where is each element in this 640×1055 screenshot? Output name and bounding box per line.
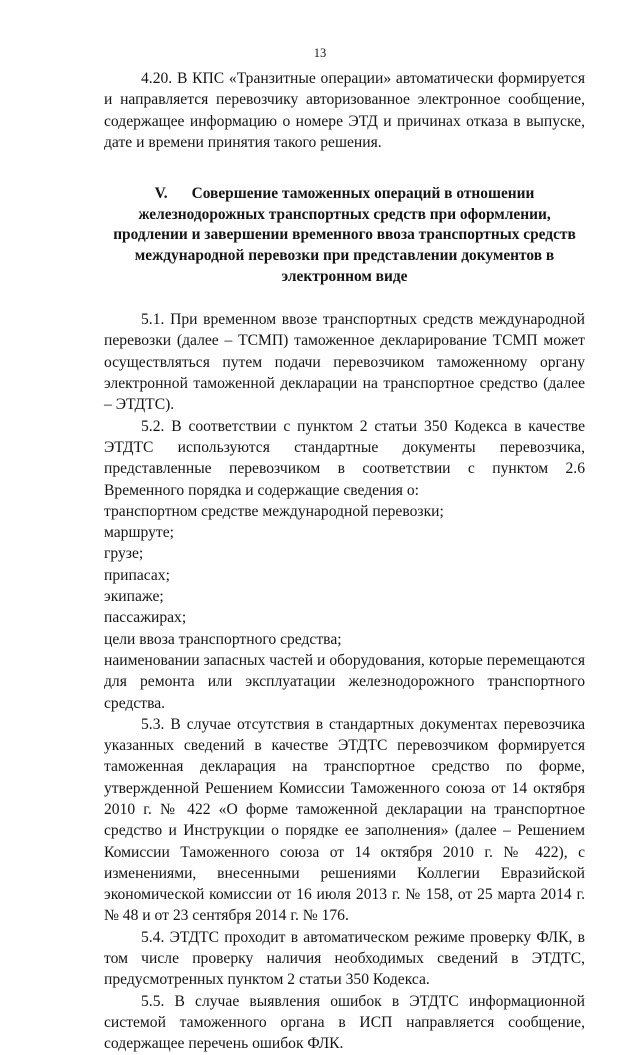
list-item: цели ввоза транспортного средства;	[104, 630, 342, 648]
section-number: V.	[154, 185, 168, 203]
list-item: грузе;	[104, 545, 144, 563]
paragraph-5-4: 5.4. ЭТДТС проходит в автоматическом режиме проверку ФЛК, в том числе проверку наличия необходимых сведений в ЭТДТС, предусмотренных пунктом 2 статьи 350 Кодекса.	[104, 928, 585, 989]
list-item: транспортном средстве международной перевозки;	[104, 502, 444, 520]
list-item: наименовании запасных частей и оборудования, которые перемещаются для ремонта или эксплуатации железнодорожного транспортного средства.	[104, 651, 585, 712]
list-item: экипаже;	[104, 588, 164, 606]
paragraph-5-3: 5.3. В случае отсутствия в стандартных документах перевозчика указанных сведений в качестве ЭТДТС перевозчиком формируется таможенная декларация на транспортное средство по форме, утвержденной Решением Комиссии Таможенного союза от 14 октября 2010 г. № 422 «О форме таможенной декларации на транспортное средство и Инструкции о порядке ее заполнения» (далее – Решением Комиссии Таможенного союза от 14 октября 2010 г. № 422), с изменениями, внесенными решениями Коллегии Евразийской экономической комиссии от 16 июля 2013 г. № 158, от 25 марта 2014 г. № 48 и от 23 сентября 2014 г. № 176.	[104, 715, 585, 925]
section-title: Совершение таможенных операций в отношении железнодорожных транспортных средств при оформлении, продлении и завершении временного ввоза транспортных средств международной перевозки при представлении документов в электронном виде	[113, 185, 576, 285]
paragraph-4-20: 4.20. В КПС «Транзитные операции» автоматически формируется и направляется перевозчику авторизованное электронное сообщение, содержащее информацию о номере ЭТД и причинах отказа в выпуске, дате и времени принятия такого решения.	[104, 70, 585, 151]
paragraph-5-5: 5.5. В случае выявления ошибок в ЭТДТС информационной системой таможенного органа в ИСП направляется сообщение, содержащее перечень ошибок ФЛК.	[104, 992, 585, 1053]
list-item: припасах;	[104, 566, 170, 584]
paragraph-5-2: 5.2. В соответствии с пунктом 2 статьи 350 Кодекса в качестве ЭТДТС используются стандартные документы перевозчика, представленные перевозчиком в соответствии с пунктом 2.6 Временного порядка и содержащие сведения о:	[104, 417, 585, 499]
page-number: 13	[313, 46, 327, 60]
list-item: маршруте;	[104, 524, 174, 542]
list-item: пассажирах;	[104, 609, 187, 627]
section-heading	[104, 184, 585, 287]
paragraph-5-1: 5.1. При временном ввозе транспортных средств международной перевозки (далее – ТСМП) таможенное декларирование ТСМП может осуществляться путем подачи перевозчиком таможенному органу электронной таможенной декларации на транспортное средство (далее – ЭТДТС).	[104, 311, 585, 414]
document-body	[104, 68, 585, 1055]
info-list	[104, 501, 585, 714]
